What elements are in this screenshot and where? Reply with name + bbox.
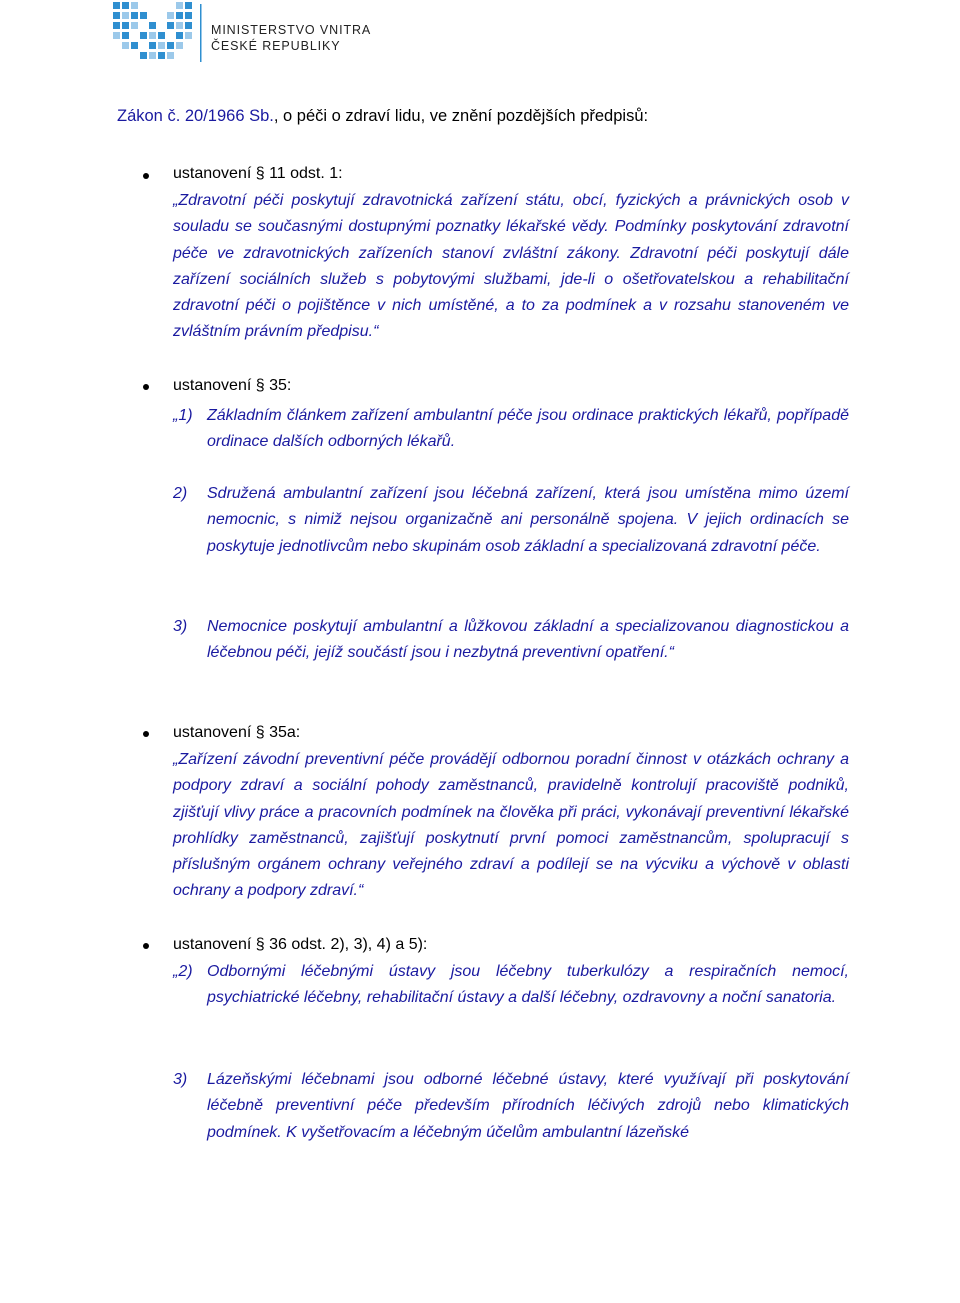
bullet-point	[143, 173, 149, 179]
clause-number: „1)	[173, 407, 193, 424]
section-label: ustanovení § 35:	[173, 377, 292, 394]
ministry-name-line1: MINISTERSTVO VNITRA	[211, 23, 372, 37]
clause-text: Odbornými léčebnými ústavy jsou léčebny tuberkulózy a respiračních nemocí, psychiatrické léčebny, rehabilitační ústavy a další léčebny, ozdravovny a noční sanatoria.	[207, 963, 849, 1007]
clause-item	[173, 959, 849, 1012]
section-label: ustanovení § 11 odst. 1:	[173, 165, 343, 182]
bullet-point	[143, 731, 149, 737]
section-quote: „Zařízení závodní preventivní péče provádějí odbornou poradní činnost v otázkách ochrany a podpory zdraví a sociální pohody zaměstnanců, pravidelně kontrolují pracoviště podniků, zjišťují vlivy práce a pracovních podmínek na člověka při práci, vykonávají preventivní lékařské prohlídky zaměstnanců, zajišťují poskytnutí první pomoci zaměstnancům, spolupracují s příslušným orgánem ochrany veřejného zdraví a podílejí se na výcviku a výchově v oblasti ochrany a podpory zdraví.“	[173, 751, 849, 900]
ministry-name	[211, 22, 371, 54]
section-quote: „Zdravotní péči poskytují zdravotnická zařízení státu, obcí, fyzických a právnických osob v souladu se současnými dostupnými poznatky lékařské vědy. Podmínky poskytování zdravotní péče ve zdravotnických zařízeních stanoví zvláštní zákony. Zdravotní péči poskytují dále zařízení sociálních služeb s pobytovými službami, jde-li o ošetřovatelskou a rehabilitační zdravotní péči o pojištěnce v nich umístěné, a to za podmínek a v rozsahu stanoveném ve zvláštním právním předpisu.“	[173, 192, 849, 341]
bullet-point	[143, 384, 149, 390]
clause-text: Nemocnice poskytují ambulantní a lůžkovou základní a specializovanou diagnostickou a léčebnou péči, jejíž součástí jsou i nezbytná preventivní opatření.“	[207, 618, 849, 662]
law-reference: Zákon č. 20/1966 Sb.	[117, 107, 274, 125]
clause-item	[173, 403, 849, 456]
law-title: , o péči o zdraví lidu, ve znění pozdějších předpisů:	[273, 107, 649, 125]
clause-item	[173, 1067, 849, 1146]
ministry-logo	[110, 0, 372, 66]
document-heading	[117, 107, 877, 126]
clause-number: 2)	[173, 485, 188, 502]
clause-text: Sdružená ambulantní zařízení jsou léčebná zařízení, která jsou umístěna mimo území nemocnic, s nimiž nejsou organizačně ani personálně spojena. V jejich ordinacích se poskytuje jednotlivcům nebo skupinám osob základní a specializovaná zdravotní péče.	[207, 485, 849, 555]
section-label: ustanovení § 36 odst. 2), 3), 4) a 5):	[173, 936, 428, 953]
ministry-logo-mark	[110, 0, 210, 66]
clause-item	[173, 481, 849, 560]
clause-text: Základním článkem zařízení ambulantní péče jsou ordinace praktických lékařů, popřípadě ordinace dalších odborných lékařů.	[207, 407, 849, 451]
clause-number: 3)	[173, 618, 188, 635]
ministry-name-line2: ČESKÉ REPUBLIKY	[211, 39, 341, 53]
bullet-point	[143, 943, 149, 949]
section-label: ustanovení § 35a:	[173, 724, 301, 741]
clause-number: 3)	[173, 1071, 188, 1088]
clause-number: „2)	[173, 963, 193, 980]
clause-item	[173, 614, 849, 667]
clause-text: Lázeňskými léčebnami jsou odborné léčebné ústavy, které využívají při poskytování léčebně preventivní péče především přírodních léčivých zdrojů nebo klimatických podmínek. K vyšetřovacím a léčebným účelům ambulantní lázeňské	[207, 1071, 849, 1141]
